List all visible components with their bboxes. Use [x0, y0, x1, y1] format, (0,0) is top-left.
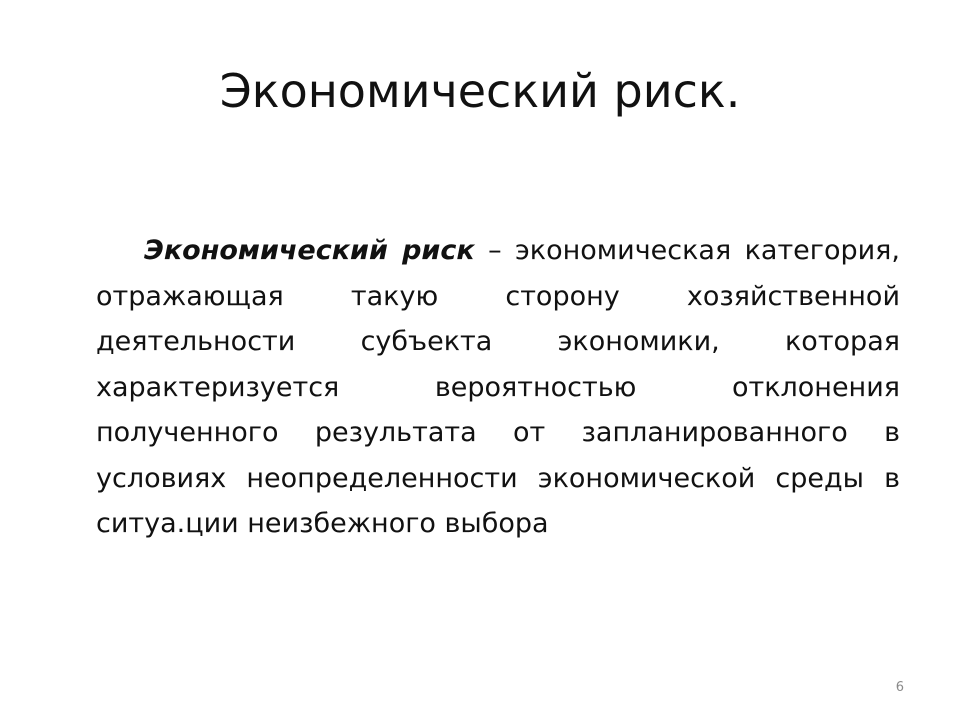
definition-text: – экономическая категория, отражающая такую сторону хозяйственной деятельности субъекта экономики, которая характеризуется вероятностью отклонения полученного результата от запланированного в условиях неопределенности экономической среды в ситуа.ции неизбежного выбора [96, 235, 900, 539]
page-number: 6 [895, 680, 904, 695]
defined-term: Экономический риск [144, 235, 475, 266]
slide-title: Экономический риск. [219, 64, 741, 118]
definition-paragraph [96, 228, 900, 547]
